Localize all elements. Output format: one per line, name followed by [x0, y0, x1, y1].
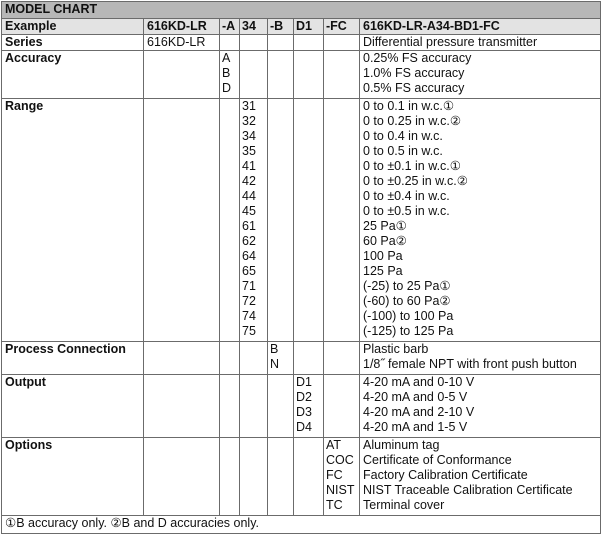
- code-item: 74: [242, 309, 256, 323]
- code-item: 32: [242, 114, 256, 128]
- code-item: 75: [242, 324, 256, 338]
- example-row: [2, 19, 601, 35]
- code-cell: [324, 438, 360, 516]
- header-series-code: 616KD-LR: [144, 19, 220, 35]
- code-item: 71: [242, 279, 256, 293]
- description-item: 0 to 0.5 in w.c.: [363, 144, 443, 158]
- header-accuracy-code: -A: [220, 19, 240, 35]
- description-item: Plastic barb: [363, 342, 429, 356]
- code-item: 34: [242, 129, 256, 143]
- description-item: (-60) to 60 Pa②: [363, 294, 451, 308]
- section-label: Process Connection: [2, 342, 144, 375]
- code-item: COC: [326, 453, 354, 467]
- footnote-row: [2, 516, 601, 534]
- code-item: 62: [242, 234, 256, 248]
- description-item: 0 to ±0.4 in w.c.: [363, 189, 450, 203]
- description-item: 0 to ±0.5 in w.c.: [363, 204, 450, 218]
- empty-cell: [144, 51, 220, 99]
- empty-cell: [294, 342, 324, 375]
- empty-cell: [268, 51, 294, 99]
- code-item: FC: [326, 468, 343, 482]
- section-row-range: [2, 99, 601, 342]
- section-label: Output: [2, 375, 144, 438]
- section-row-options: [2, 438, 601, 516]
- model-chart-table: [1, 1, 601, 534]
- empty-cell: [240, 51, 268, 99]
- code-item: AT: [326, 438, 342, 452]
- footnote: ①B accuracy only. ②B and D accuracies only.: [2, 516, 601, 534]
- description-cell: [360, 35, 601, 51]
- empty-cell: [294, 51, 324, 99]
- sections-body: [2, 35, 601, 516]
- section-row-output: [2, 375, 601, 438]
- description-item: Differential pressure transmitter: [363, 35, 538, 49]
- description-item: 0 to 0.1 in w.c.①: [363, 99, 455, 113]
- header-range-code: 34: [240, 19, 268, 35]
- description-item: 0 to ±0.25 in w.c.②: [363, 174, 468, 188]
- header-options-code: -FC: [324, 19, 360, 35]
- description-cell: [360, 438, 601, 516]
- empty-cell: [324, 35, 360, 51]
- description-cell: [360, 99, 601, 342]
- code-item: 61: [242, 219, 256, 233]
- section-label: Options: [2, 438, 144, 516]
- code-item: 31: [242, 99, 256, 113]
- empty-cell: [144, 342, 220, 375]
- description-item: 4-20 mA and 0-5 V: [363, 390, 468, 404]
- empty-cell: [240, 375, 268, 438]
- code-item: 45: [242, 204, 256, 218]
- title-row: [2, 2, 601, 19]
- empty-cell: [220, 99, 240, 342]
- empty-cell: [294, 438, 324, 516]
- description-item: NIST Traceable Calibration Certificate: [363, 483, 573, 497]
- description-item: 60 Pa②: [363, 234, 407, 248]
- empty-cell: [324, 51, 360, 99]
- header-connection-code: -B: [268, 19, 294, 35]
- code-cell: [220, 51, 240, 99]
- header-output-code: D1: [294, 19, 324, 35]
- code-cell: [294, 375, 324, 438]
- empty-cell: [294, 99, 324, 342]
- description-item: 0.25% FS accuracy: [363, 51, 472, 65]
- description-cell: [360, 342, 601, 375]
- description-item: Terminal cover: [363, 498, 445, 512]
- code-item: D1: [296, 375, 312, 389]
- description-item: 0.5% FS accuracy: [363, 81, 465, 95]
- code-item: D: [222, 81, 232, 95]
- section-row-process-connection: [2, 342, 601, 375]
- empty-cell: [240, 342, 268, 375]
- empty-cell: [220, 35, 240, 51]
- code-item: 64: [242, 249, 256, 263]
- description-item: 125 Pa: [363, 264, 403, 278]
- description-item: Factory Calibration Certificate: [363, 468, 528, 482]
- empty-cell: [220, 375, 240, 438]
- description-item: 25 Pa①: [363, 219, 407, 233]
- description-item: 100 Pa: [363, 249, 403, 263]
- description-cell: [360, 375, 601, 438]
- code-item: B: [270, 342, 279, 356]
- empty-cell: [268, 35, 294, 51]
- description-item: (-125) to 125 Pa: [363, 324, 454, 338]
- code-item: A: [222, 51, 231, 65]
- description-item: 1.0% FS accuracy: [363, 66, 465, 80]
- description-item: 4-20 mA and 2-10 V: [363, 405, 475, 419]
- description-item: 0 to 0.4 in w.c.: [363, 129, 443, 143]
- code-item: B: [222, 66, 231, 80]
- empty-cell: [240, 35, 268, 51]
- empty-cell: [268, 99, 294, 342]
- header-full-model: 616KD-LR-A34-BD1-FC: [360, 19, 601, 35]
- empty-cell: [144, 375, 220, 438]
- code-item: NIST: [326, 483, 355, 497]
- code-item: TC: [326, 498, 343, 512]
- code-item: 72: [242, 294, 256, 308]
- code-item: 42: [242, 174, 256, 188]
- section-row-accuracy: [2, 51, 601, 99]
- empty-cell: [324, 375, 360, 438]
- description-item: 4-20 mA and 1-5 V: [363, 420, 468, 434]
- description-item: 1/8˝ female NPT with front push button: [363, 357, 577, 371]
- empty-cell: [268, 438, 294, 516]
- code-item: N: [270, 357, 280, 371]
- description-cell: [360, 51, 601, 99]
- chart-title: MODEL CHART: [2, 2, 601, 19]
- code-item: D2: [296, 390, 312, 404]
- empty-cell: [240, 438, 268, 516]
- section-label: Range: [2, 99, 144, 342]
- description-item: (-25) to 25 Pa①: [363, 279, 451, 293]
- header-example: Example: [2, 19, 144, 35]
- section-row-series: [2, 35, 601, 51]
- section-label: Series: [2, 35, 144, 51]
- description-item: Aluminum tag: [363, 438, 440, 452]
- code-cell: [268, 342, 294, 375]
- empty-cell: [324, 342, 360, 375]
- code-item: 35: [242, 144, 256, 158]
- description-item: 4-20 mA and 0-10 V: [363, 375, 475, 389]
- code-item: 44: [242, 189, 256, 203]
- description-item: 0 to ±0.1 in w.c.①: [363, 159, 461, 173]
- empty-cell: [144, 438, 220, 516]
- empty-cell: [144, 99, 220, 342]
- empty-cell: [268, 375, 294, 438]
- empty-cell: [220, 342, 240, 375]
- empty-cell: [294, 35, 324, 51]
- code-cell: [240, 99, 268, 342]
- section-label: Accuracy: [2, 51, 144, 99]
- code-item: D3: [296, 405, 312, 419]
- description-item: 0 to 0.25 in w.c.②: [363, 114, 462, 128]
- description-item: Certificate of Conformance: [363, 453, 512, 467]
- series-code: 616KD-LR: [144, 35, 220, 51]
- description-item: (-100) to 100 Pa: [363, 309, 454, 323]
- empty-cell: [220, 438, 240, 516]
- code-item: 65: [242, 264, 256, 278]
- code-item: D4: [296, 420, 312, 434]
- code-item: 41: [242, 159, 256, 173]
- empty-cell: [324, 99, 360, 342]
